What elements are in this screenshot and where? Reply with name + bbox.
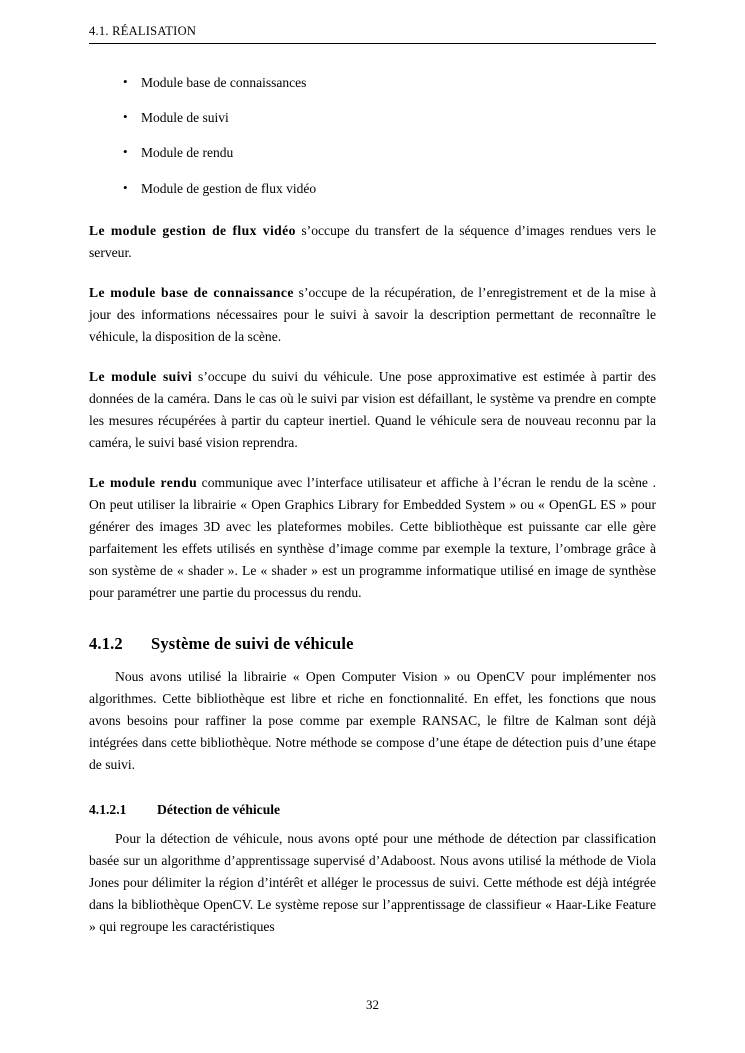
subsection-heading: [89, 802, 656, 818]
section-heading: [89, 634, 656, 654]
paragraph-text: s’occupe du suivi du véhicule. Une pose approximative est estimée à partir des données de la caméra. Dans le cas où le suivi par vision est défaillant, le système va prendre en compte les mesures récupérées à partir du capteur inertiel. Quand le véhicule sera de nouveau reconnu par la caméra, le suivi basé vision reprendra.: [89, 368, 656, 450]
subsection-body: Pour la détection de véhicule, nous avons opté pour une méthode de détection par classification basée sur un algorithme d’apprentissage supervisé d’Adaboost. Nous avons utilisé la méthode de Viola Jones pour délimiter la région d’intérêt et alléger le processus de suivi. Cette méthode est déjà intégrée dans la bibliothèque OpenCV. Le système repose sur l’apprentissage de classifieur « Haar-Like Feature » qui regroupe les caractéristiques: [89, 831, 656, 935]
paragraph-text: s’occupe du transfert de la séquence d’images rendues vers le serveur.: [89, 222, 656, 260]
paragraph-rendu: [89, 472, 656, 604]
page-number: 32: [366, 997, 379, 1012]
paragraph-lead: Le module gestion de flux vidéo: [89, 222, 296, 238]
paragraph-base-connaissance: [89, 282, 656, 348]
paragraph-suivi: [89, 366, 656, 454]
module-list: [89, 74, 656, 198]
section-body: Nous avons utilisé la librairie « Open Computer Vision » ou OpenCV pour implémenter nos algorithmes. Cette bibliothèque est libre et riche en fonctionnalité. En effet, les fonctions que nous avons besoins pour raffiner la pose comme par exemple RANSAC, le filtre de Kalman sont déjà intégrées dans cette bibliothèque. Notre méthode se compose d’une étape de détection puis d’une étape de suivi.: [89, 669, 656, 773]
subsection-number: 4.1.2.1: [89, 802, 127, 818]
running-header: 4.1. RÉALISATION: [89, 24, 656, 44]
list-item: • Module de rendu: [123, 144, 656, 162]
paragraph-flux-video: [89, 220, 656, 264]
list-item: • Module base de connaissances: [123, 74, 656, 92]
list-item: • Module de suivi: [123, 109, 656, 127]
paragraph-lead: Le module suivi: [89, 368, 193, 384]
paragraph-text: communique avec l’interface utilisateur et affiche à l’écran le rendu de la scène . On peut utiliser la librairie « Open Graphics Library for Embedded System » ou « OpenGL ES » pour générer des images 3D avec les plateformes mobiles. Cette bibliothèque est puissante car elle gère parfaitement les effets utilisés en synthèse d’image comme par exemple la texture, l’ombrage grâce à son système de « shader ». Le « shader » est un programme informatique utilisé en image de synthèse pour paramétrer une partie du processus du rendu.: [89, 475, 656, 601]
section-title: Système de suivi de véhicule: [151, 634, 354, 654]
section-number: 4.1.2: [89, 634, 123, 654]
subsection-title: Détection de véhicule: [157, 802, 281, 818]
paragraph-lead: Le module base de connaissance: [89, 284, 294, 300]
list-item: • Module de gestion de flux vidéo: [123, 180, 656, 198]
paragraph-lead: Le module rendu: [89, 475, 198, 491]
paragraph-text: s’occupe de la récupération, de l’enregistrement et de la mise à jour des informations nécessaires pour le suivi à savoir la description permettant de reconnaître le véhicule, la disposition de la scène.: [89, 284, 656, 344]
